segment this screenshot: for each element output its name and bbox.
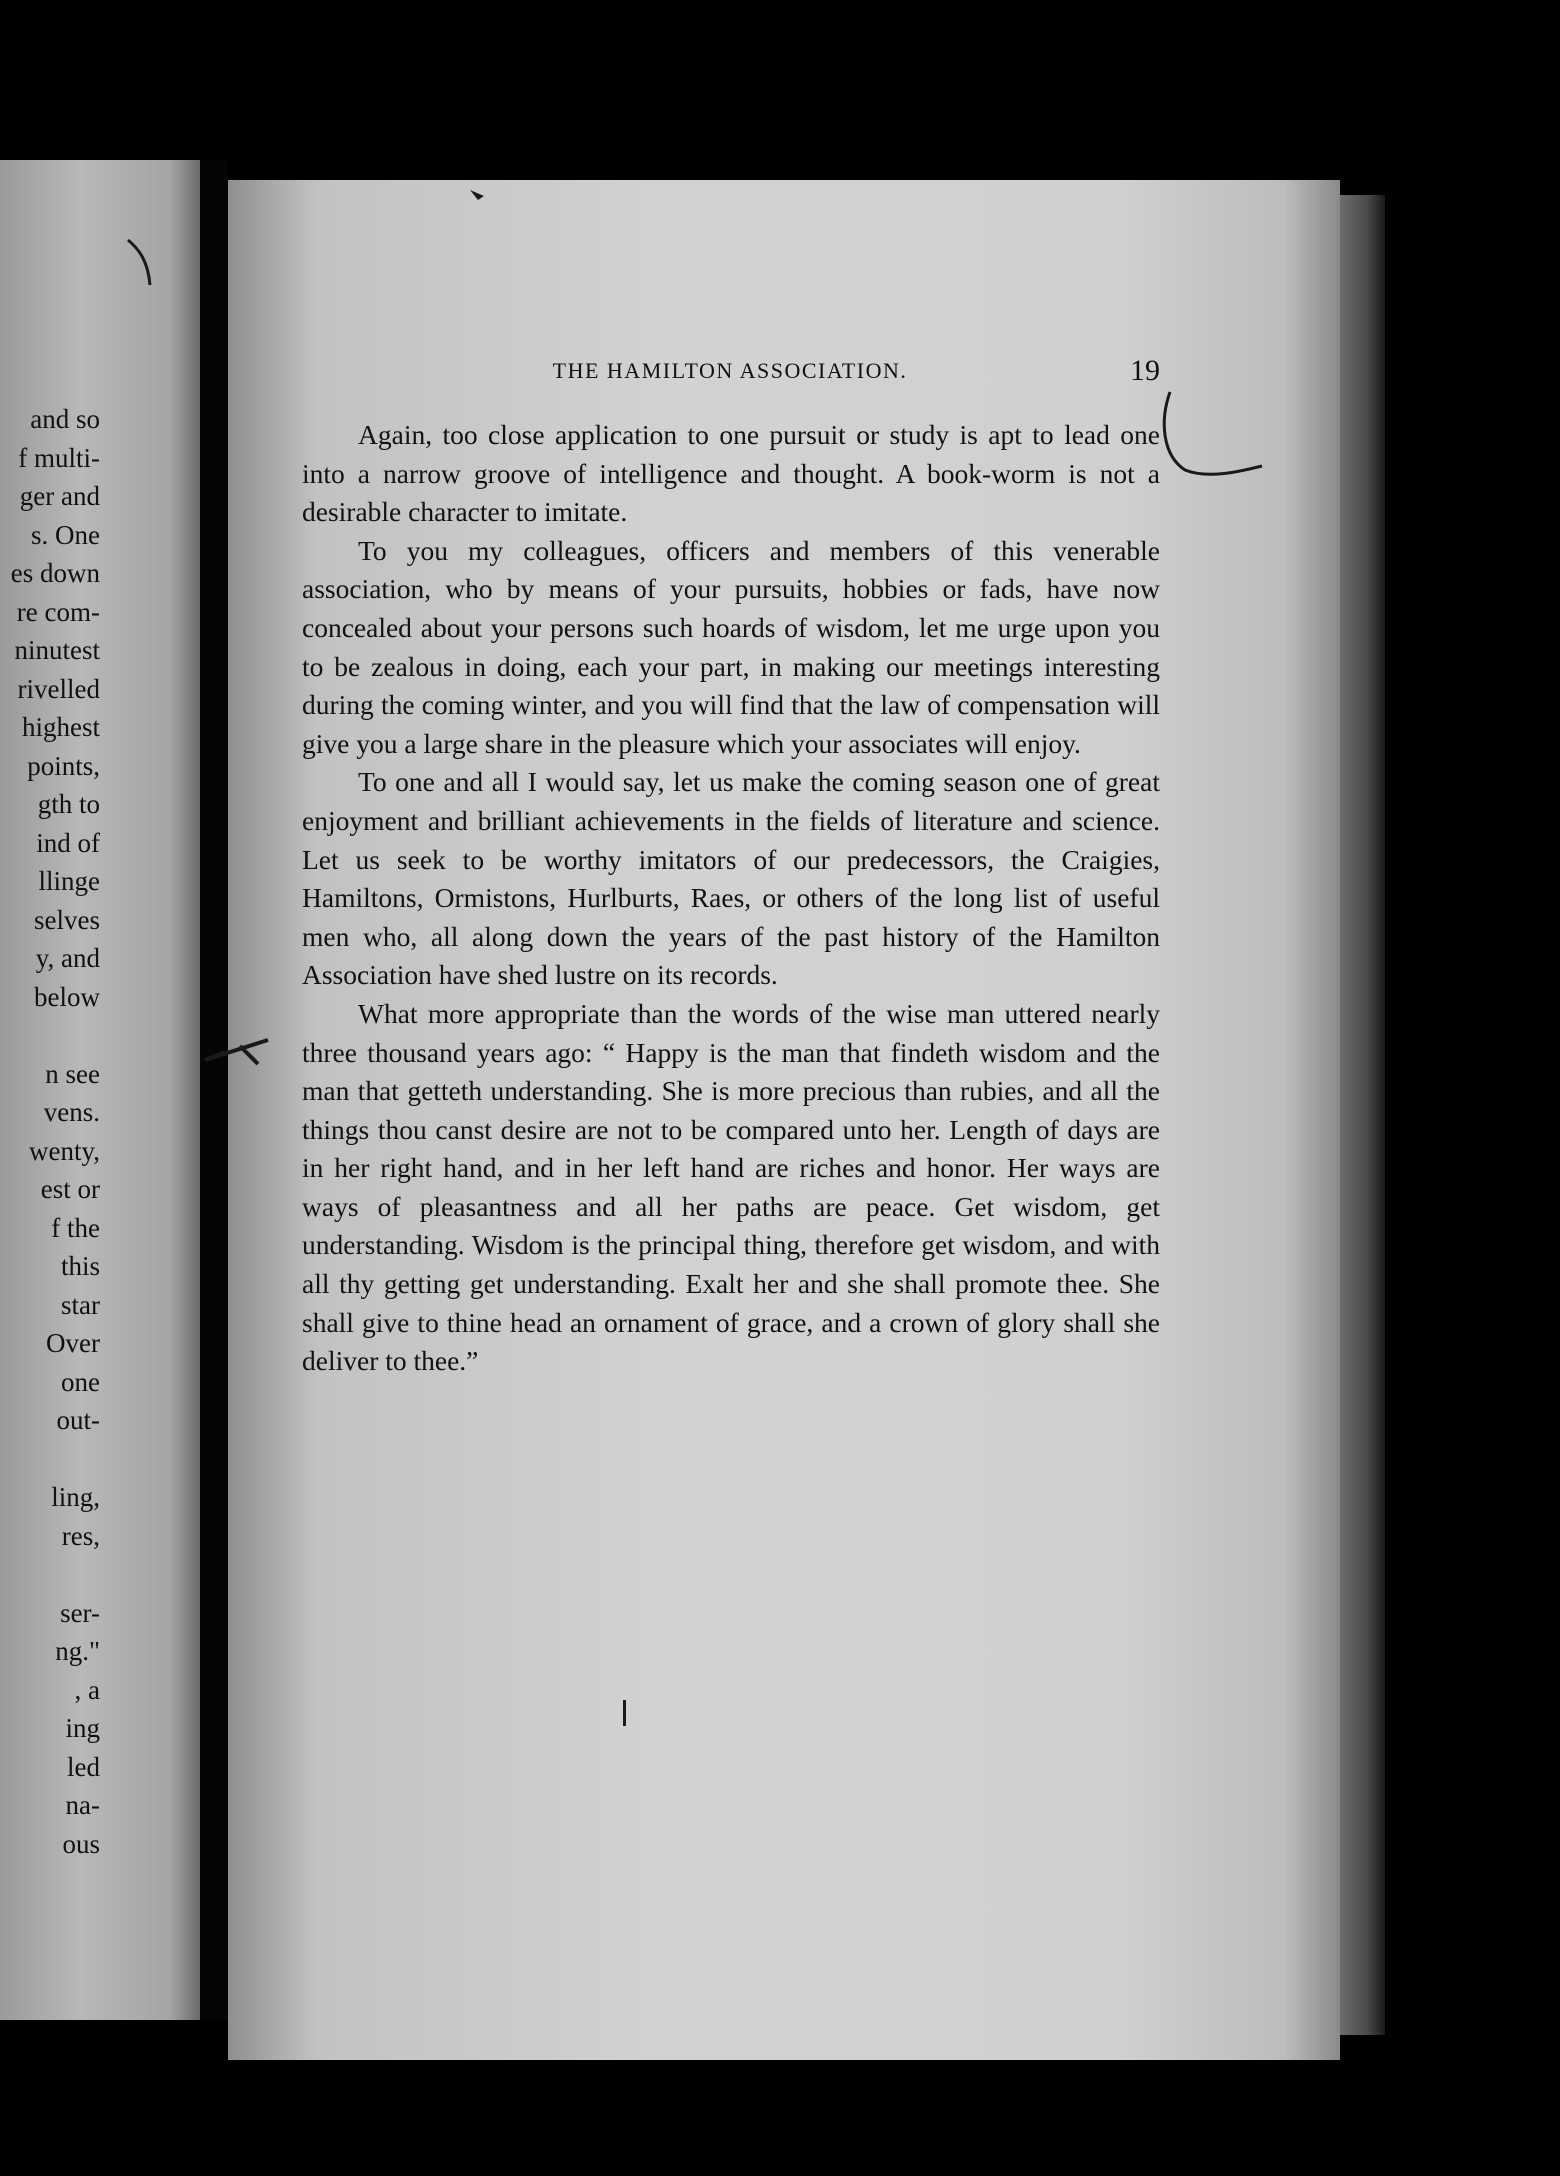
left-page-line: ninutest: [14, 635, 100, 665]
left-page-line: es down: [10, 558, 100, 588]
left-page-line: [11, 1016, 100, 1055]
left-page-line: est or: [40, 1174, 100, 1204]
left-page-line: one: [61, 1366, 100, 1397]
paragraph-1: Again, too close application to one pursuit or study is apt to lead one into a narrow groove of intelligence and thought. A book-worm is not a desirable character to imitate.: [302, 419, 1160, 528]
left-page-line: f the: [51, 1212, 100, 1243]
left-page-line: wenty,: [29, 1135, 100, 1166]
paragraph-3: To one and all I would say, let us make the coming season one of great enjoyment and brilliant achievements in the fields of literature and science. Let us seek to be worthy imitators of our predecessors, the Craigies, Hamiltons, Ormistons, Hurlburts, Raes, or others of the long list of useful men who, all along down the years of the past history of the Hamilton Association have shed lustre on its records.: [302, 766, 1160, 991]
left-page-line: highest: [22, 712, 100, 742]
book-gutter: [200, 160, 228, 2020]
left-page-line: led: [67, 1751, 100, 1782]
left-page-line: vens.: [43, 1097, 100, 1127]
left-page-line: Over: [46, 1328, 100, 1358]
paragraph-4: What more appropriate than the words of the wise man uttered nearly three thousand years ago: “ Happy is the man that findeth wisdom and the man that getteth understanding. She is more precious than rubies, and all the things thou canst desire are not to be compared unto her. Length of days are in her right hand, and in her left hand are riches and honor. Her ways are ways of pleasantness and all her paths are peace. Get wisdom, get understanding. Wisdom is the principal thing, therefore get wisdom, and with all thy getting get understanding. Exalt her and she shall promote thee. She shall give to thine head an ornament of grace, and a crown of glory shall she deliver to thee.”: [302, 997, 1160, 1377]
left-page-line: res,: [61, 1520, 100, 1551]
left-page-line: rivelled: [17, 673, 100, 704]
left-page-line: f multi-: [18, 442, 100, 473]
left-page-line: n see: [45, 1058, 100, 1089]
left-page-line: s. One: [31, 519, 100, 550]
left-page-line: , a: [74, 1674, 100, 1705]
left-page-line: ling,: [51, 1482, 100, 1512]
left-page-text-fragments: [11, 400, 100, 1863]
left-page-line: points,: [27, 750, 100, 781]
left-page-line: ing: [65, 1713, 100, 1743]
left-page-line: ser-: [60, 1597, 100, 1628]
left-page-line: out-: [56, 1405, 100, 1435]
page-number: 19: [1130, 354, 1160, 387]
left-page-line: and so: [30, 404, 100, 434]
left-page-line: [11, 1440, 100, 1479]
paragraph-2: To you my colleagues, officers and members of this venerable association, who by means of your pursuits, hobbies or fads, have now concealed about your persons such hoards of wisdom, let me urge upon you to be zealous in doing, each your part, in making our meetings interesting during the coming winter, and you will find that the law of compensation will give you a large share in the pleasure which your associates will enjoy.: [302, 534, 1160, 759]
page-edge-shadow: [1340, 195, 1385, 2035]
left-page-line: selves: [34, 904, 100, 935]
left-page-line: gth to: [37, 789, 100, 819]
left-page-line: ng.": [55, 1636, 100, 1666]
left-page-line: re com-: [16, 596, 100, 627]
left-page-line: na-: [65, 1790, 100, 1820]
left-page-line: ous: [62, 1828, 100, 1859]
left-page-line: star: [61, 1289, 100, 1320]
left-page-line: [11, 1555, 100, 1594]
left-page-line: llinge: [38, 866, 100, 896]
running-head: THE HAMILTON ASSOCIATION.: [552, 358, 908, 383]
left-page-line: ger and: [19, 481, 100, 511]
left-page-line: ind of: [36, 827, 100, 858]
left-facing-page: [0, 160, 200, 2020]
left-page-line: y, and: [35, 943, 100, 973]
left-page-line: below: [34, 981, 100, 1012]
body-text: [302, 416, 1160, 1381]
left-page-line: this: [60, 1251, 100, 1281]
